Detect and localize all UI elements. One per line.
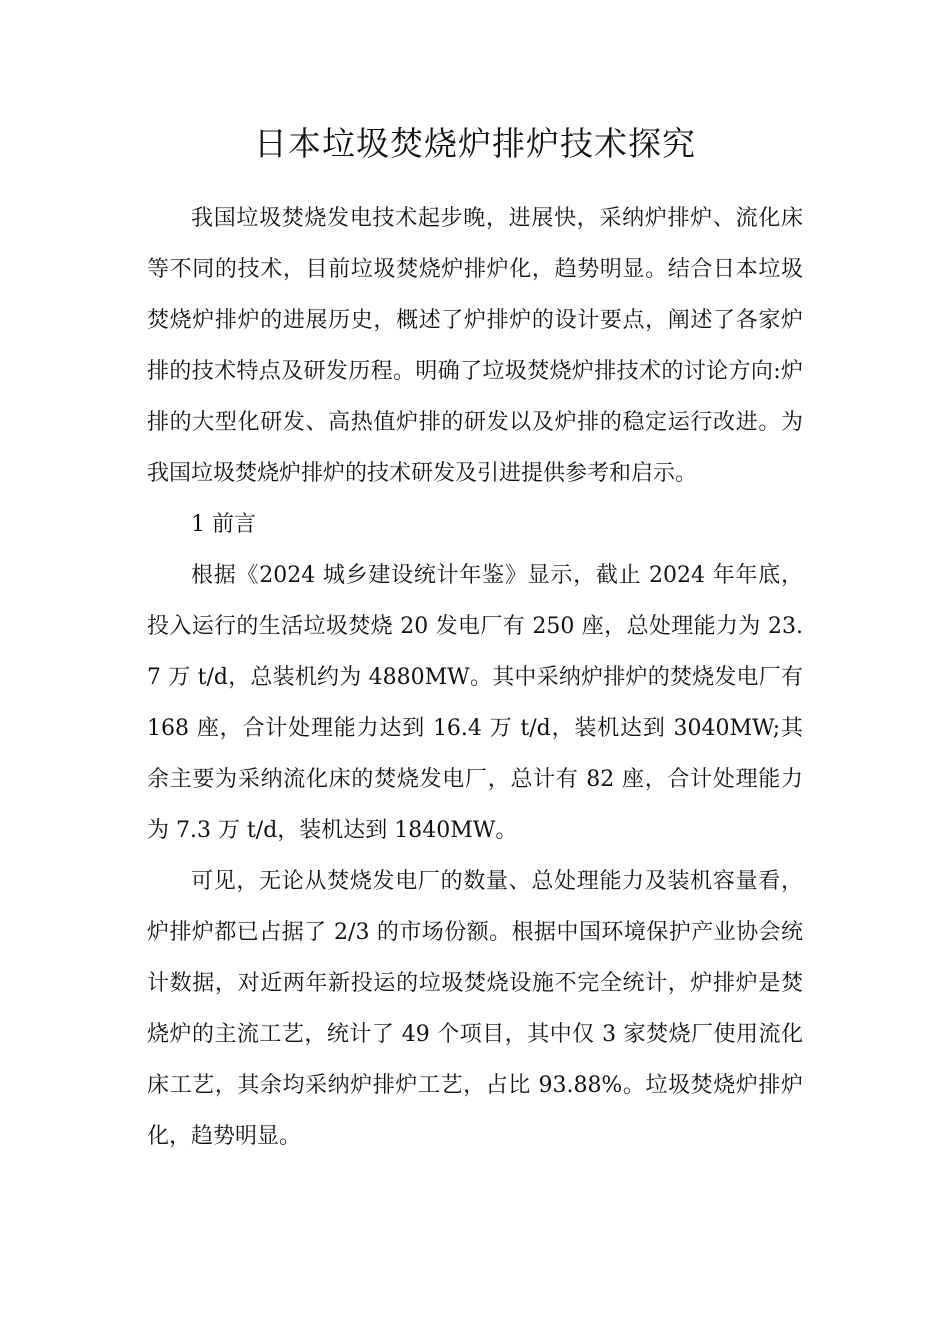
abstract-paragraph: 我国垃圾焚烧发电技术起步晚，进展快，采纳炉排炉、流化床等不同的技术，目前垃圾焚烧炉排炉化，趋势明显。结合日本垃圾焚烧炉排炉的进展历史，概述了炉排炉的设计要点，阐述了各家炉排的技术特点及研发历程。明确了垃圾焚烧炉排技术的讨论方向:炉排的大型化研发、高热值炉排的研发以及炉排的稳定运行改进。为我国垃圾焚烧炉排炉的技术研发及引进提供参考和启示。 [147,206,803,486]
market-share-paragraph: 可见，无论从焚烧发电厂的数量、总处理能力及装机容量看，炉排炉都已占据了 2/3 的市场份额。根据中国环境保护产业协会统计数据，对近两年新投运的垃圾焚烧设施不完全统计，炉排炉是焚烧炉的主流工艺，统计了 49 个项目，其中仅 3 家焚烧厂使用流化床工艺，其余均采纳炉排炉工艺，占比 93.88%。垃圾焚烧炉排炉化，趋势明显。 [147,869,803,1149]
section-heading-preface: 1 前言 [191,512,256,537]
document-body [147,193,803,1162]
statistics-paragraph: 根据《2024 城乡建设统计年鉴》显示，截止 2024 年年底，投入运行的生活垃圾焚烧 20 发电厂有 250 座，总处理能力为 23.7 万 t/d，总装机约为 4880MW。其中采纳炉排炉的焚烧发电厂有 168 座，合计处理能力达到 16.4 万 t/d，装机达到 3040MW;其余主要为采纳流化床的焚烧发电厂，总计有 82 座，合计处理能力为 7.3 万 t/d，装机达到 1840MW。 [147,563,803,843]
document-title: 日本垃圾焚烧炉排炉技术探究 [254,124,696,163]
